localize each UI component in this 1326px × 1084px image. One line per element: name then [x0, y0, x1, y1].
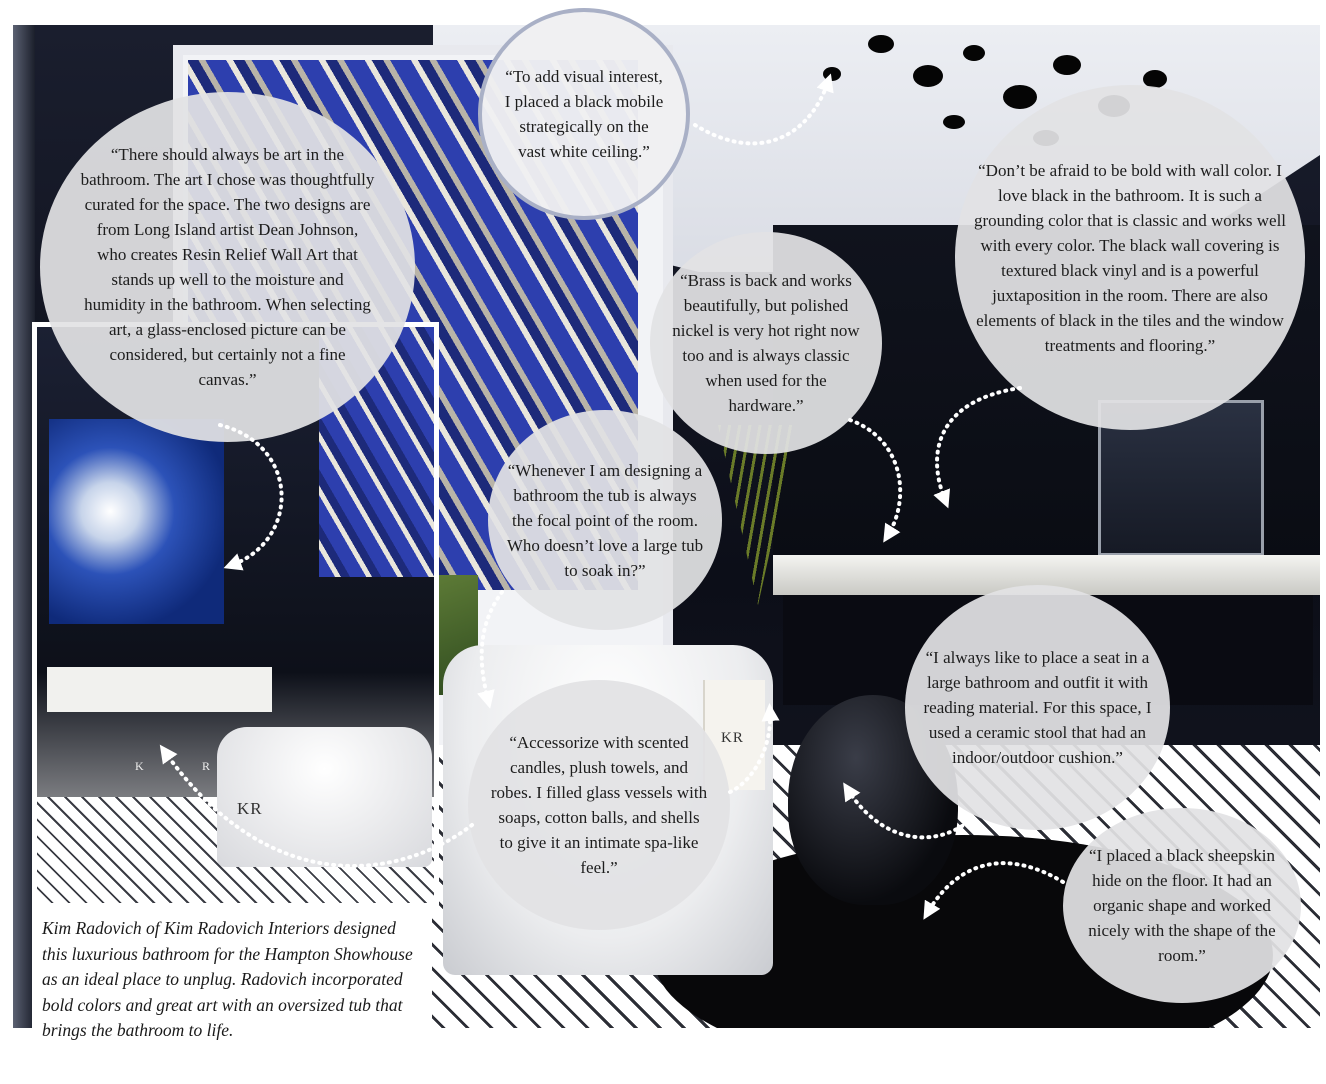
photo-caption: Kim Radovich of Kim Radovich Interiors designed this luxurious bathroom for the Hampton Showhouse as an ideal place to unplug. Radovich incorporated bold colors and great art with an oversized tub that brings the bathroom to life. — [32, 908, 432, 1073]
box-monogram: R — [202, 759, 212, 773]
quote-art-text: “There should always be art in the bathroom. The art I chose was thoughtfully curated for the space. The two designs are from Long Island artist Dean Johnson, who creates Resin Relief Wall Art that stands up well to the moisture and humidity in the bathroom. When selecting art, a glass-enclosed picture can be considered, but certainly not a fine canvas.” — [80, 145, 375, 389]
quote-wall-color-text: “Don’t be afraid to be bold with wall color. I love black in the bathroom. It is such a grounding color that is classic and works well with every color. The black wall covering is textured black vinyl and is a powerful juxtaposition in the room. There are also elements of black in the tiles and the window treatments and flooring.” — [973, 160, 1287, 355]
quote-brass — [650, 232, 882, 454]
quote-accessorize — [468, 680, 730, 930]
inset-tub — [217, 727, 432, 867]
mobile-disc — [1003, 85, 1037, 109]
quote-sheepskin — [1063, 808, 1301, 1003]
resin-relief-art — [49, 419, 224, 624]
quote-accessorize-text: “Accessorize with scented candles, plush towels, and robes. I filled glass vessels with soaps, cotton balls, and shells to give it an intimate spa-like feel.” — [490, 733, 708, 877]
quote-ceiling-text: “To add visual interest, I placed a black mobile strategically on the vast white ceiling.” — [504, 67, 664, 161]
mobile-disc — [823, 67, 841, 81]
quote-seat-text: “I always like to place a seat in a large bathroom and outfit it with reading material. For this space, I used a ceramic stool that had an indoor/outdoor cushion.” — [923, 648, 1152, 767]
towel-monogram: KR — [721, 730, 744, 746]
quote-brass-text: “Brass is back and works beautifully, but polished nickel is very hot right now too and is always classic when used for the hardware.” — [672, 271, 860, 415]
quote-seat — [905, 585, 1170, 830]
mobile-disc — [1053, 55, 1081, 75]
quote-sheepskin-text: “I placed a black sheepskin hide on the floor. It had an organic shape and worked nicely with the shape of the room.” — [1088, 846, 1276, 965]
inset-console — [47, 667, 272, 712]
quote-wall-color — [955, 85, 1305, 430]
mobile-disc — [868, 35, 894, 53]
inset-towel-monogram: KR — [237, 799, 263, 818]
quote-ceiling — [478, 8, 690, 220]
mobile-disc — [943, 115, 965, 129]
quote-tub-text: “Whenever I am designing a bathroom the tub is always the focal point of the room. Who doesn’t love a large tub to soak in?” — [506, 460, 704, 580]
quote-tub — [488, 410, 722, 630]
mobile-disc — [963, 45, 985, 61]
box-monogram: K — [135, 759, 145, 773]
mobile-disc — [913, 65, 943, 87]
quote-art — [40, 92, 415, 442]
